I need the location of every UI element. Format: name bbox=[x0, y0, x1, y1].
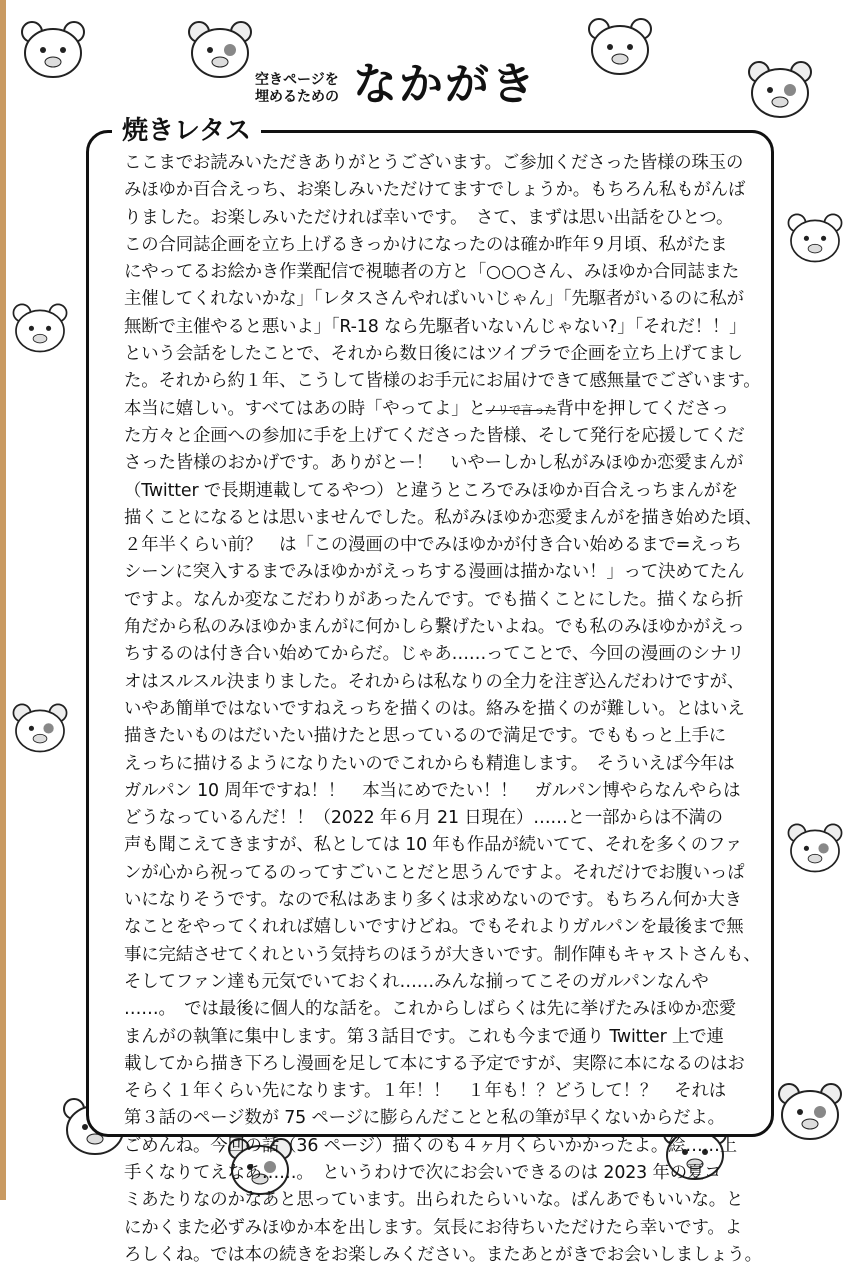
body-line: そしてファン達も元気でいておくれ……みんな揃ってこそのガルパンなんや bbox=[124, 971, 709, 992]
body-line: 角だから私のみほゆかまんがに何かしら繋げたいよね。でも私のみほゆかがえっ bbox=[124, 617, 745, 638]
body-line: 事に完結させてくれという気持ちのほうが大きいです。制作陣もキャストさんも、 bbox=[124, 944, 761, 965]
body-line: さった皆様のおかげです。ありがとー！ いやーしかし私がみほゆか恋愛まんが bbox=[124, 453, 744, 474]
bear-icon bbox=[585, 15, 655, 77]
title-rule bbox=[276, 130, 696, 133]
bear-icon bbox=[785, 210, 845, 265]
header-title: なかがき bbox=[353, 59, 537, 110]
page-header bbox=[255, 50, 537, 110]
body-line: という会話をしたことで、それから数日後にはツイプラで企画を立ち上げてまし bbox=[124, 344, 743, 365]
body-line: 描くことになるとは思いませんでした。私がみほゆか恋愛まんがを描き始めた頃、 bbox=[124, 507, 762, 528]
body-line: ミあたりなのかなあと思っています。出られたらいいな。ばんあでもいいな。と bbox=[124, 1190, 744, 1211]
afterword-body bbox=[124, 150, 762, 1269]
bear-icon bbox=[775, 1080, 845, 1142]
body-line: ろしくね。では本の続きをお楽しみください。またあとがきでお会いしましょう。 bbox=[124, 1244, 762, 1265]
body-line: ごめんね。今回の話（36 ページ）描くのも４ヶ月くらいかかったよ。絵……上 bbox=[124, 1135, 738, 1156]
bear-icon bbox=[18, 18, 88, 80]
bear-icon bbox=[185, 18, 255, 80]
body-line: （Twitter で長期連載してるやつ）と違うところでみほゆか百合えっちまんがを bbox=[124, 480, 739, 501]
bear-icon bbox=[10, 700, 70, 755]
body-line: りました。お楽しみいただければ幸いです。 さて、まずは思い出話をひとつ。 bbox=[124, 207, 734, 228]
page-left-edge bbox=[0, 0, 6, 1200]
body-line bbox=[124, 396, 744, 423]
header-subtitle-line2: 埋めるための bbox=[255, 89, 339, 105]
body-line: いやあ簡単ではないですねえっちを描くのは。絡みを描くのが難しい。とはいえ bbox=[124, 698, 745, 719]
body-line: シーンに突入するまでみほゆかがえっちする漫画は描かない！」って決めてたん bbox=[124, 562, 745, 583]
author-name: 焼きレタス bbox=[112, 114, 261, 148]
body-line: この合同誌企画を立ち上げるきっかけになったのは確か昨年９月頃、私がたま bbox=[124, 234, 728, 255]
body-line: ガルパン 10 周年ですね！！ 本当にめでたい！！ ガルパン博やらなんやらは bbox=[124, 780, 741, 801]
body-line-tail: 背中を押してくださっ bbox=[556, 398, 729, 419]
bear-icon bbox=[10, 300, 70, 355]
header-subtitle bbox=[255, 72, 347, 106]
body-line: 第３話のページ数が 75 ページに膨らんだことと私の筆が早くないからだよ。 bbox=[124, 1108, 725, 1129]
body-line: 手くなりてえなあ……。 というわけで次にお会いできるのは 2023 年の夏コ bbox=[124, 1162, 722, 1183]
body-line: そらく１年くらい先になります。１年！！ １年も！？どうして！？ それは bbox=[124, 1081, 727, 1102]
body-line: なことをやってくれれば嬉しいですけどね。でもそれよりガルパンを最後まで無 bbox=[124, 917, 744, 938]
body-line: ちするのは付き合い始めてからだ。じゃあ……ってことで、今回の漫画のシナリ bbox=[124, 644, 745, 665]
body-line: 描きたいものはだいたい描けたと思っているので満足です。でももっと上手に bbox=[124, 726, 727, 747]
body-line: 声も聞こえてきますが、私としては 10 年も作品が続いてて、それを多くのファ bbox=[124, 835, 743, 856]
body-line: ンが心から祝ってるのってすごいことだと思うんですよ。それだけでお腹いっぱ bbox=[124, 862, 745, 883]
struck-text: ノリで言った bbox=[485, 402, 557, 417]
body-line: にかくまた必ずみほゆか本を出します。気長にお待ちいただけたら幸いです。よ bbox=[124, 1217, 742, 1238]
body-line: オはスルスル決まりました。それからは私なりの全力を注ぎ込んだわけですが、 bbox=[124, 671, 745, 692]
body-line: た。それから約１年、こうして皆様のお手元にお届けできて感無量でございます。 bbox=[124, 371, 761, 392]
body-line: 載してから描き下ろし漫画を足して本にする予定ですが、実際に本になるのはお bbox=[124, 1053, 745, 1074]
body-line: 主催してくれないかな」「レタスさんやればいいじゃん」「先駆者がいるのに私が bbox=[124, 289, 744, 310]
body-line: ここまでお読みいただきありがとうございます。ご参加くださった皆様の珠玉の bbox=[124, 153, 744, 173]
body-line: みほゆか百合えっち、お楽しみいただけてますでしょうか。もちろん私もがんば bbox=[124, 180, 746, 201]
body-line: ２年半くらい前？ は「この漫画の中でみほゆかが付き合い始めるまで=えっち bbox=[124, 535, 742, 556]
body-line: いになりそうです。なので私はあまり多くは求めないのです。もちろん何か大き bbox=[124, 890, 742, 911]
body-line: ……。 では最後に個人的な話を。これからしばらくは先に挙げたみほゆか恋愛 bbox=[124, 999, 736, 1020]
body-line: 無断で主催やると悪いよ」「R-18 なら先駆者いないんじゃない?」「それだ！！」 bbox=[124, 316, 747, 337]
bear-icon bbox=[745, 58, 815, 120]
header-subtitle-line1: 空きページを bbox=[255, 72, 339, 88]
body-line: どうなっているんだ！！（2022 年６月 21 日現在）……と一部からは不満の bbox=[124, 808, 723, 829]
body-line: ですよ。なんか変なこだわりがあったんです。でも描くことにした。描くなら折 bbox=[124, 589, 744, 610]
body-line: にやってるお絵かき作業配信で視聴者の方と「○○○さん、みほゆか合同誌また bbox=[124, 262, 740, 283]
body-line: えっちに描けるようになりたいのでこれからも精進します。 そういえば今年は bbox=[124, 753, 735, 774]
body-line: た方々と企画への参加に手を上げてくださった皆様、そして発行を応援してくだ bbox=[124, 425, 745, 446]
body-line-head: 本当に嬉しい。すべてはあの時「やってよ」と bbox=[124, 398, 486, 419]
body-line: まんがの執筆に集中します。第３話目です。これも今まで通り Twitter 上で連 bbox=[124, 1026, 724, 1047]
bear-icon bbox=[785, 820, 845, 875]
